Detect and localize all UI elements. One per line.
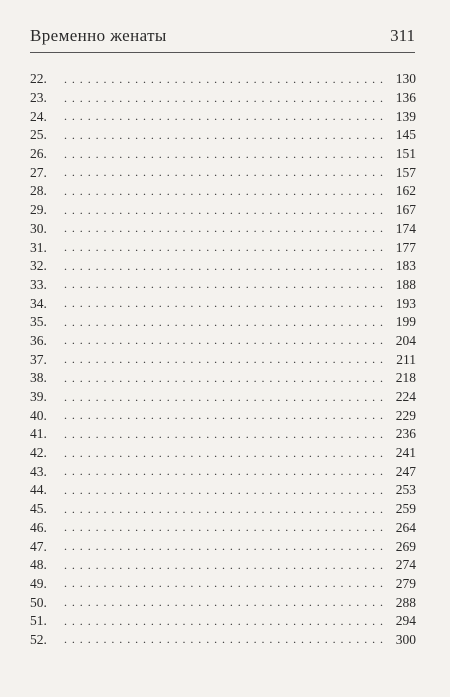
toc-entry [30, 294, 416, 313]
toc-entry [30, 612, 416, 631]
toc-entry [30, 238, 416, 257]
chapter-number: 47. [30, 538, 47, 554]
chapter-number: 24. [30, 108, 47, 124]
toc-entry [30, 276, 416, 295]
dot-leader [64, 520, 386, 535]
chapter-number: 34. [30, 295, 47, 311]
dot-leader [64, 240, 386, 255]
dot-leader [64, 408, 386, 423]
toc-entry [30, 369, 416, 388]
toc-entry [30, 406, 416, 425]
dot-leader [64, 502, 386, 517]
chapter-number: 32. [30, 258, 47, 274]
chapter-page-number: 288 [395, 594, 416, 610]
chapter-page-number: 253 [395, 482, 416, 498]
dot-leader [64, 91, 386, 106]
chapter-page-number: 204 [395, 332, 416, 348]
chapter-number: 36. [30, 332, 47, 348]
chapter-page-number: 294 [395, 613, 416, 629]
chapter-page-number: 151 [395, 146, 416, 162]
running-header [30, 22, 415, 53]
chapter-number: 52. [30, 631, 47, 647]
toc-entry [30, 500, 416, 519]
dot-leader [64, 315, 386, 330]
toc-entry [30, 593, 416, 612]
chapter-number: 27. [30, 164, 47, 180]
chapter-number: 42. [30, 445, 47, 461]
dot-leader [64, 632, 386, 647]
chapter-number: 25. [30, 127, 47, 143]
chapter-page-number: 183 [395, 258, 416, 274]
chapter-number: 40. [30, 407, 47, 423]
dot-leader [64, 147, 386, 162]
toc-entry [30, 89, 416, 108]
dot-leader [64, 558, 386, 573]
book-title: Временно женаты [30, 26, 167, 45]
dot-leader [64, 221, 386, 236]
dot-leader [64, 184, 386, 199]
chapter-page-number: 188 [395, 276, 416, 292]
toc-entry [30, 257, 416, 276]
dot-leader [64, 371, 386, 386]
dot-leader [64, 390, 386, 405]
chapter-number: 39. [30, 389, 47, 405]
chapter-number: 33. [30, 276, 47, 292]
dot-leader [64, 296, 386, 311]
dot-leader [64, 165, 386, 180]
chapter-number: 50. [30, 594, 47, 610]
dot-leader [64, 483, 386, 498]
chapter-number: 30. [30, 220, 47, 236]
chapter-page-number: 241 [395, 445, 416, 461]
chapter-page-number: 157 [395, 164, 416, 180]
toc-entry [30, 425, 416, 444]
dot-leader [64, 109, 386, 124]
toc-entry [30, 519, 416, 538]
chapter-number: 48. [30, 557, 47, 573]
chapter-page-number: 211 [396, 351, 416, 367]
chapter-page-number: 274 [395, 557, 416, 573]
toc-entry [30, 481, 416, 500]
page-number: 311 [390, 26, 415, 45]
chapter-number: 22. [30, 71, 47, 87]
chapter-number: 51. [30, 613, 47, 629]
chapter-page-number: 199 [395, 314, 416, 330]
chapter-page-number: 229 [395, 407, 416, 423]
chapter-page-number: 136 [395, 90, 416, 106]
dot-leader [64, 333, 386, 348]
chapter-page-number: 300 [395, 631, 416, 647]
dot-leader [64, 595, 386, 610]
chapter-number: 28. [30, 183, 47, 199]
chapter-page-number: 259 [395, 501, 416, 517]
toc-entry [30, 163, 416, 182]
chapter-page-number: 269 [395, 538, 416, 554]
chapter-page-number: 193 [395, 295, 416, 311]
chapter-number: 43. [30, 463, 47, 479]
dot-leader [64, 614, 386, 629]
dot-leader [64, 352, 386, 367]
chapter-page-number: 145 [395, 127, 416, 143]
dot-leader [64, 128, 386, 143]
chapter-number: 29. [30, 202, 47, 218]
chapter-page-number: 177 [395, 239, 416, 255]
chapter-number: 35. [30, 314, 47, 330]
toc-entry [30, 220, 416, 239]
chapter-number: 41. [30, 426, 47, 442]
chapter-number: 37. [30, 351, 47, 367]
chapter-page-number: 247 [395, 463, 416, 479]
toc-entry [30, 388, 416, 407]
toc-entry [30, 70, 416, 89]
chapter-page-number: 279 [395, 575, 416, 591]
toc-entry [30, 537, 416, 556]
dot-leader [64, 259, 386, 274]
chapter-page-number: 224 [395, 389, 416, 405]
dot-leader [64, 464, 386, 479]
chapter-page-number: 130 [395, 71, 416, 87]
toc-entry [30, 350, 416, 369]
chapter-number: 26. [30, 146, 47, 162]
chapter-number: 46. [30, 519, 47, 535]
dot-leader [64, 277, 386, 292]
chapter-page-number: 174 [395, 220, 416, 236]
dot-leader [64, 576, 386, 591]
chapter-page-number: 236 [395, 426, 416, 442]
chapter-number: 38. [30, 370, 47, 386]
chapter-number: 44. [30, 482, 47, 498]
toc-entry [30, 107, 416, 126]
chapter-page-number: 162 [395, 183, 416, 199]
dot-leader [64, 539, 386, 554]
chapter-page-number: 264 [395, 519, 416, 535]
toc-entry [30, 182, 416, 201]
toc-entry [30, 332, 416, 351]
chapter-page-number: 218 [395, 370, 416, 386]
dot-leader [64, 446, 386, 461]
chapter-number: 49. [30, 575, 47, 591]
dot-leader [64, 72, 386, 87]
chapter-page-number: 139 [395, 108, 416, 124]
toc-entry [30, 575, 416, 594]
chapter-number: 31. [30, 239, 47, 255]
toc-entry [30, 126, 416, 145]
toc-entry [30, 201, 416, 220]
chapter-number: 23. [30, 90, 47, 106]
dot-leader [64, 203, 386, 218]
chapter-page-number: 167 [395, 202, 416, 218]
toc-entry [30, 462, 416, 481]
toc-entry [30, 145, 416, 164]
toc-entry [30, 313, 416, 332]
table-of-contents [30, 70, 416, 649]
toc-entry [30, 556, 416, 575]
chapter-number: 45. [30, 501, 47, 517]
toc-entry [30, 444, 416, 463]
toc-entry [30, 631, 416, 650]
dot-leader [64, 427, 386, 442]
